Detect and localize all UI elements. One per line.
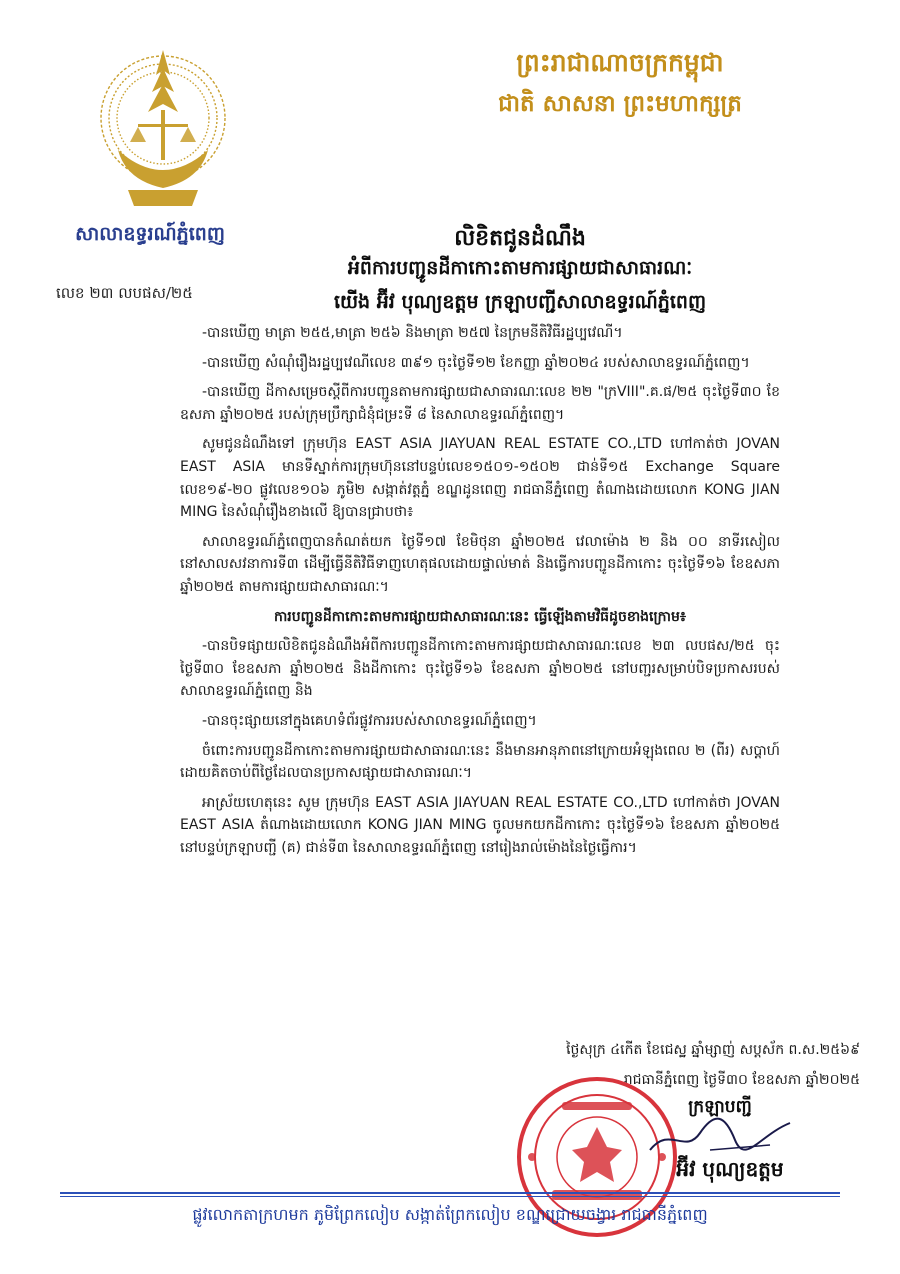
- national-motto: ជាតិ សាសនា ព្រះមហាក្សត្រ: [498, 90, 742, 117]
- paragraph-seen-decision: -បានឃើញ ដីកាសម្រេចស្ដីពីការបញ្ជូនតាមការផ្សាយជាសាធារណៈលេខ ២២ "ក្រVIII".គ.ផ/២៥ ចុះថ្ងៃទី៣០ ខែឧសភា ឆ្នាំ២០២៥ របស់ក្រុមប្រឹក្សាជំនុំជម្រះទី ៨ នៃសាលាឧទ្ធរណ៍ភ្នំពេញ។: [180, 384, 780, 423]
- paragraph-request-collection: អាស្រ័យហេតុនេះ សូម ក្រុមហ៊ុន EAST ASIA JIAYUAN REAL ESTATE CO.,LTD ហៅកាត់ថា JOVAN EAST ASIA តំណាងដោយលោក KONG JIAN MING ចូលមកយកដីកាកោះ ចុះថ្ងៃទី១៦ ខែឧសភា ឆ្នាំ២០២៥ នៅបន្ទប់ក្រឡាបញ្ជី (គ) ជាន់ទី៣ នៃសាលាឧទ្ធរណ៍ភ្នំពេញ នៅរៀងរាល់ម៉ោងនៃថ្ងៃធ្វើការ។: [180, 794, 780, 856]
- letter-body: [180, 322, 780, 866]
- signer-name: អ៊ីវ បុណ្យឧត្តម: [676, 1157, 784, 1181]
- paragraph-website-publication: -បានចុះផ្សាយនៅក្នុងគេហទំព័រផ្លូវការរបស់សាលាឧទ្ធរណ៍ភ្នំពេញ។: [202, 712, 537, 729]
- court-name: សាលាឧទ្ធរណ៍ភ្នំពេញ: [75, 223, 225, 245]
- signer-title: ក្រឡាបញ្ជី: [688, 1097, 752, 1117]
- document-subject: អំពីការបញ្ជូនដីកាកោះតាមការផ្សាយជាសាធារណៈ: [347, 257, 693, 279]
- footer-divider: [60, 1192, 840, 1194]
- paragraph-method-heading: ការបញ្ជូនដីកាកោះតាមការផ្សាយជាសាធារណៈនេះ ធ្វើឡើងតាមវិធីដូចខាងក្រោម៖: [273, 608, 687, 625]
- paragraph-seen-case-file: -បានឃើញ សំណុំរឿងរដ្ឋប្បវេណីលេខ ៣៩១ ចុះថ្ងៃទី១២ ខែកញ្ញា ឆ្នាំ២០២៤ របស់សាលាឧទ្ធរណ៍ភ្នំពេញ។: [202, 354, 750, 371]
- court-emblem-icon: [88, 30, 238, 215]
- reference-number: លេខ ២៣ លបផស/២៥: [56, 284, 193, 302]
- kingdom-title: ព្រះរាជាណាចក្រកម្ពុជា: [516, 48, 724, 77]
- footer-divider-thin: [60, 1196, 840, 1197]
- lunar-date: ថ្ងៃសុក្រ ៤កើត ខែជេស្ឋ ឆ្នាំម្សាញ់ សប្តស័ក ព.ស.២៥៦៩: [566, 1042, 860, 1058]
- paragraph-posted-notice: -បានបិទផ្សាយលិខិតជូនដំណឹងអំពីការបញ្ជូនដីកាកោះតាមការផ្សាយជាសាធារណៈលេខ ២៣ លបផស/២៥ ចុះថ្ងៃទី៣០ ខែឧសភា ឆ្នាំ២០២៥ និងដីកាកោះ ចុះថ្ងៃទី១៦ ខែឧសភា ឆ្នាំ២០២៥ នៅបញ្ជរសម្រាប់បិទប្រកាសរបស់សាលាឧទ្ធរណ៍ភ្នំពេញ និង: [180, 638, 780, 700]
- issuer-line: យើង អ៊ីវ បុណ្យឧត្តម ក្រឡាបញ្ជីសាលាឧទ្ធរណ៍ភ្នំពេញ: [333, 291, 707, 313]
- footer-address: ផ្លូវលោកតាក្រហមក ភូមិព្រែកលៀប សង្កាត់ព្រែកលៀប ខណ្ឌជ្រោយចង្វារ រាជធានីភ្នំពេញ: [192, 1205, 708, 1224]
- paragraph-hearing-schedule: សាលាឧទ្ធរណ៍ភ្នំពេញបានកំណត់យក ថ្ងៃទី១៧ ខែមិថុនា ឆ្នាំ២០២៥ វេលាម៉ោង ២ និង ០០ នាទីរសៀល នៅសាលសវនាការទី៣ ដើម្បីធ្វើនីតិវិធីទាញហេតុផលដោយផ្ទាល់មាត់ និងធ្វើការបញ្ជូនដីកាកោះ ចុះថ្ងៃទី១៦ ខែឧសភា ឆ្នាំ២០២៥ តាមការផ្សាយជាសាធារណៈ។: [180, 533, 780, 595]
- paragraph-effect-period: ចំពោះការបញ្ជូនដីកាកោះតាមការផ្សាយជាសាធារណៈនេះ នឹងមានអានុភាពនៅក្រោយអំឡុងពេល ២ (ពីរ) សប្ដាហ៍ ដោយគិតចាប់ពីថ្ងៃដែលបានប្រកាសផ្សាយជាសាធារណៈ។: [180, 742, 780, 782]
- paragraph-notice-recipient: សូមជូនដំណឹងទៅ ក្រុមហ៊ុន EAST ASIA JIAYUAN REAL ESTATE CO.,LTD ហៅកាត់ថា JOVAN EAST ASIA មានទីស្នាក់ការក្រុមហ៊ុននៅបន្ទប់លេខ១៥០១-១៥០២ ជាន់ទី១៥ Exchange Square លេខ១៩-២០ ផ្លូវលេខ១០៦ ភូមិ២ សង្កាត់វត្តភ្នំ ខណ្ឌដូនពេញ រាជធានីភ្នំពេញ តំណាងដោយលោក KONG JIAN MING នៃសំណុំរឿងខាងលើ ឱ្យបានជ្រាបថា៖: [180, 436, 780, 521]
- solar-date: រាជធានីភ្នំពេញ ថ្ងៃទី៣០ ខែឧសភា ឆ្នាំ២០២៥: [623, 1072, 860, 1088]
- document-title: លិខិតជូនដំណឹង: [454, 225, 586, 251]
- paragraph-seen-articles: -បានឃើញ មាត្រា ២៥៥,មាត្រា ២៥៦ និងមាត្រា ២៥៧ នៃក្រមនីតិវិធីរដ្ឋប្បវេណី។: [202, 325, 623, 341]
